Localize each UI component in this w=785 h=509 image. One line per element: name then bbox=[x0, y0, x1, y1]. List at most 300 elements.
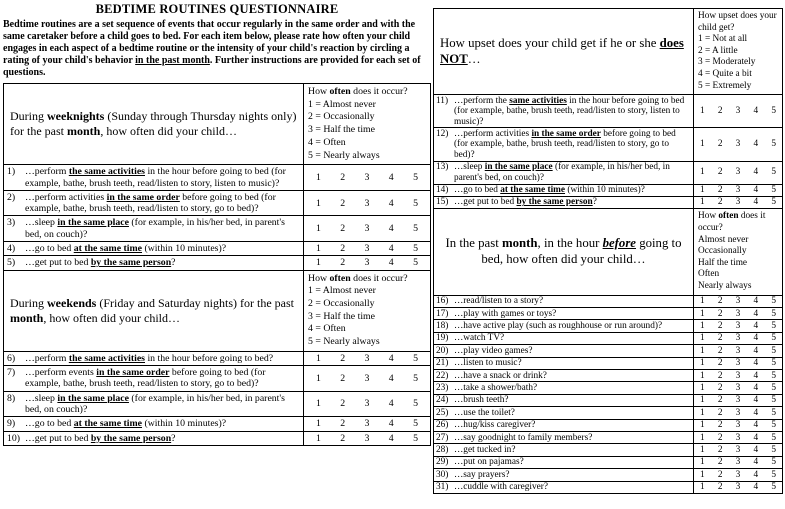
question-number: 13) bbox=[436, 162, 449, 173]
rating-option[interactable]: 4 bbox=[753, 185, 759, 196]
rating-option[interactable]: 2 bbox=[340, 243, 346, 254]
rating-option[interactable]: 4 bbox=[753, 106, 759, 117]
question-row bbox=[434, 196, 782, 208]
rating-scale bbox=[694, 320, 782, 331]
rating-option[interactable]: 4 bbox=[753, 167, 759, 178]
rating-option[interactable]: 3 bbox=[735, 395, 741, 406]
rating-option[interactable]: 2 bbox=[717, 420, 723, 431]
rating-option[interactable]: 2 bbox=[717, 482, 723, 493]
question-text bbox=[434, 296, 694, 307]
rating-scale bbox=[304, 366, 430, 391]
rating-option[interactable]: 4 bbox=[388, 172, 394, 184]
rating-scale bbox=[694, 333, 782, 344]
rating-scale bbox=[304, 352, 430, 365]
question-row bbox=[434, 127, 782, 160]
question-number: 19) bbox=[436, 333, 449, 344]
rating-option[interactable]: 2 bbox=[717, 167, 723, 178]
rating-option[interactable]: 2 bbox=[717, 395, 723, 406]
question-number: 20) bbox=[436, 345, 449, 356]
rating-option[interactable]: 1 bbox=[700, 358, 705, 369]
rating-option[interactable]: 3 bbox=[364, 418, 370, 430]
rating-option[interactable]: 2 bbox=[340, 418, 346, 430]
rating-option[interactable]: 2 bbox=[340, 197, 346, 209]
rating-scale bbox=[694, 296, 782, 307]
rating-option[interactable]: 3 bbox=[735, 382, 741, 393]
question-number: 17) bbox=[436, 308, 449, 319]
rating-option[interactable]: 1 bbox=[316, 372, 321, 384]
rating-option[interactable]: 2 bbox=[340, 257, 346, 269]
rating-option[interactable]: 5 bbox=[771, 407, 776, 418]
rating-option[interactable]: 3 bbox=[735, 345, 741, 356]
scale-legend-line: Almost never bbox=[698, 234, 749, 245]
rating-option[interactable]: 3 bbox=[735, 106, 741, 117]
question-number: 16) bbox=[436, 296, 449, 307]
rating-option[interactable]: 2 bbox=[717, 407, 723, 418]
rating-option[interactable]: 3 bbox=[735, 320, 741, 331]
question-text bbox=[434, 358, 694, 369]
question-text bbox=[434, 469, 694, 480]
rating-option[interactable]: 4 bbox=[753, 308, 759, 319]
question-text bbox=[4, 417, 304, 430]
rating-option[interactable]: 1 bbox=[316, 398, 321, 410]
rating-option[interactable]: 4 bbox=[388, 352, 394, 364]
rating-option[interactable]: 4 bbox=[753, 444, 759, 455]
rating-option[interactable]: 5 bbox=[771, 469, 776, 480]
rating-option[interactable]: 1 bbox=[700, 432, 705, 443]
rating-option[interactable]: 5 bbox=[771, 420, 776, 431]
rating-option[interactable]: 2 bbox=[717, 333, 723, 344]
question-row bbox=[4, 351, 430, 365]
question-number: 10) bbox=[7, 432, 21, 444]
question-label: …go to bed at the same time (within 10 minutes)? bbox=[454, 185, 645, 196]
section-header-row bbox=[434, 208, 782, 294]
rating-option[interactable]: 5 bbox=[771, 382, 776, 393]
question-number: 28) bbox=[436, 444, 449, 455]
rating-option[interactable]: 5 bbox=[771, 197, 776, 208]
rating-option[interactable]: 5 bbox=[771, 432, 776, 443]
scale-legend-line: 3 = Half the time bbox=[308, 310, 376, 322]
rating-option[interactable]: 1 bbox=[700, 106, 705, 117]
question-number: 30) bbox=[436, 469, 449, 480]
rating-scale bbox=[694, 444, 782, 455]
rating-option[interactable]: 5 bbox=[413, 372, 418, 384]
question-number: 9) bbox=[7, 418, 16, 430]
question-number: 4) bbox=[7, 243, 16, 254]
rating-option[interactable]: 2 bbox=[717, 106, 723, 117]
rating-option[interactable]: 5 bbox=[413, 398, 418, 410]
question-label: …perform activities in the same order before going to bed (for example, bathe, brush teeth, read/listen to story, go to bed)? bbox=[25, 191, 276, 215]
rating-option[interactable]: 1 bbox=[316, 223, 321, 235]
rating-option[interactable]: 3 bbox=[735, 469, 741, 480]
rating-option[interactable]: 3 bbox=[364, 257, 370, 269]
rating-option[interactable]: 2 bbox=[717, 185, 723, 196]
rating-option[interactable]: 3 bbox=[735, 457, 741, 468]
rating-option[interactable]: 2 bbox=[717, 320, 723, 331]
question-text bbox=[4, 352, 304, 365]
rating-option[interactable]: 2 bbox=[717, 432, 723, 443]
question-row bbox=[434, 184, 782, 196]
question-row bbox=[4, 365, 430, 391]
scale-legend-line: 2 = Occasionally bbox=[308, 111, 375, 123]
question-row bbox=[434, 94, 782, 127]
rating-scale bbox=[694, 197, 782, 208]
question-row bbox=[434, 319, 782, 331]
question-number: 2) bbox=[7, 191, 16, 203]
rating-option[interactable]: 5 bbox=[771, 167, 776, 178]
question-text bbox=[434, 197, 694, 208]
scale-legend-title: How often does it occur? bbox=[698, 211, 766, 233]
rating-option[interactable]: 2 bbox=[717, 370, 723, 381]
rating-option[interactable]: 4 bbox=[753, 358, 759, 369]
rating-scale bbox=[304, 165, 430, 190]
rating-scale bbox=[694, 420, 782, 431]
question-label: …perform the same activities in the hour before going to bed? bbox=[25, 352, 274, 364]
rating-option[interactable]: 2 bbox=[717, 358, 723, 369]
rating-option[interactable]: 1 bbox=[700, 382, 705, 393]
rating-scale bbox=[694, 395, 782, 406]
rating-option[interactable]: 2 bbox=[717, 382, 723, 393]
rating-option[interactable]: 4 bbox=[388, 257, 394, 269]
question-label: …take a shower/bath? bbox=[454, 382, 538, 393]
question-label: …have active play (such as roughhouse or run around)? bbox=[454, 320, 663, 331]
rating-option[interactable]: 1 bbox=[700, 197, 705, 208]
rating-option[interactable]: 4 bbox=[753, 482, 759, 493]
question-text bbox=[4, 191, 304, 216]
question-label: …say prayers? bbox=[454, 469, 510, 480]
rating-option[interactable]: 4 bbox=[753, 420, 759, 431]
rating-option[interactable]: 3 bbox=[364, 398, 370, 410]
rating-scale bbox=[694, 370, 782, 381]
rating-option[interactable]: 2 bbox=[717, 469, 723, 480]
rating-option[interactable]: 5 bbox=[771, 482, 776, 493]
rating-option[interactable]: 5 bbox=[413, 418, 418, 430]
rating-option[interactable]: 4 bbox=[753, 320, 759, 331]
rating-option[interactable]: 1 bbox=[700, 457, 705, 468]
question-row bbox=[434, 443, 782, 455]
rating-option[interactable]: 1 bbox=[700, 308, 705, 319]
rating-scale bbox=[304, 191, 430, 216]
rating-option[interactable]: 4 bbox=[753, 370, 759, 381]
section-header-text bbox=[434, 9, 694, 94]
rating-option[interactable]: 3 bbox=[735, 197, 741, 208]
rating-option[interactable]: 4 bbox=[388, 432, 394, 444]
rating-scale-legend bbox=[304, 271, 430, 351]
section-header-text bbox=[4, 84, 304, 164]
section-header-text bbox=[434, 209, 694, 294]
question-text bbox=[4, 216, 304, 241]
rating-option[interactable]: 5 bbox=[771, 333, 776, 344]
question-number: 31) bbox=[436, 482, 449, 493]
rating-option[interactable]: 4 bbox=[388, 223, 394, 235]
question-text bbox=[434, 395, 694, 406]
rating-scale bbox=[694, 469, 782, 480]
question-row bbox=[434, 381, 782, 393]
question-text bbox=[434, 432, 694, 443]
upset-and-hour-before-table bbox=[433, 8, 783, 494]
rating-option[interactable]: 5 bbox=[413, 257, 418, 269]
scale-legend-line: Nearly always bbox=[698, 280, 752, 291]
rating-scale bbox=[694, 382, 782, 393]
question-label: …go to bed at the same time (within 10 minutes)? bbox=[25, 418, 227, 430]
rating-option[interactable]: 1 bbox=[700, 345, 705, 356]
question-text bbox=[434, 333, 694, 344]
rating-option[interactable]: 1 bbox=[316, 432, 321, 444]
question-number: 1) bbox=[7, 166, 16, 178]
rating-scale bbox=[304, 417, 430, 430]
rating-option[interactable]: 3 bbox=[364, 372, 370, 384]
rating-option[interactable]: 3 bbox=[735, 296, 741, 307]
rating-scale bbox=[694, 482, 782, 493]
question-label: …cuddle with caregiver? bbox=[454, 482, 548, 493]
question-label: …put on pajamas? bbox=[454, 457, 524, 468]
rating-option[interactable]: 3 bbox=[735, 444, 741, 455]
rating-option[interactable]: 1 bbox=[700, 370, 705, 381]
question-row bbox=[4, 416, 430, 430]
rating-option[interactable]: 1 bbox=[700, 482, 705, 493]
rating-option[interactable]: 5 bbox=[771, 457, 776, 468]
rating-option[interactable]: 5 bbox=[771, 444, 776, 455]
rating-option[interactable]: 4 bbox=[388, 418, 394, 430]
rating-option[interactable]: 3 bbox=[735, 185, 741, 196]
rating-option[interactable]: 3 bbox=[735, 308, 741, 319]
question-text bbox=[434, 370, 694, 381]
rating-option[interactable]: 4 bbox=[753, 395, 759, 406]
rating-option[interactable]: 5 bbox=[771, 358, 776, 369]
rating-option[interactable]: 2 bbox=[717, 197, 723, 208]
rating-option[interactable]: 1 bbox=[316, 197, 321, 209]
rating-option[interactable]: 5 bbox=[771, 320, 776, 331]
rating-option[interactable]: 1 bbox=[700, 420, 705, 431]
section-header-row bbox=[4, 270, 430, 351]
question-row bbox=[4, 215, 430, 241]
question-label: …get tucked in? bbox=[454, 444, 516, 455]
scale-legend-title: How upset does your child get? bbox=[698, 11, 777, 33]
question-text bbox=[434, 345, 694, 356]
rating-option[interactable]: 3 bbox=[735, 370, 741, 381]
rating-option[interactable]: 2 bbox=[340, 372, 346, 384]
rating-option[interactable]: 3 bbox=[364, 197, 370, 209]
question-label: …listen to music? bbox=[454, 358, 522, 369]
rating-option[interactable]: 4 bbox=[388, 372, 394, 384]
question-text bbox=[4, 165, 304, 190]
rating-scale bbox=[304, 216, 430, 241]
rating-option[interactable]: 2 bbox=[717, 296, 723, 307]
rating-option[interactable]: 3 bbox=[735, 139, 741, 150]
rating-option[interactable]: 1 bbox=[700, 407, 705, 418]
question-label: …read/listen to a story? bbox=[454, 296, 544, 307]
scale-legend-line: 5 = Nearly always bbox=[308, 149, 380, 161]
question-label: …sleep in the same place (for example, in his/her bed, in parent's bed, on couch)? bbox=[25, 392, 285, 415]
rating-option[interactable]: 1 bbox=[700, 469, 705, 480]
rating-option[interactable]: 1 bbox=[700, 185, 705, 196]
scale-legend-line: 1 = Almost never bbox=[308, 98, 376, 110]
scale-legend-line: Half the time bbox=[698, 257, 748, 268]
rating-option[interactable]: 3 bbox=[364, 352, 370, 364]
questionnaire-title: BEDTIME ROUTINES QUESTIONNAIRE bbox=[95, 2, 339, 16]
rating-scale bbox=[304, 242, 430, 255]
question-label: …perform the same activities in the hour before going to bed (for example, bathe, brush teeth, read/listen to story, listen to music)? bbox=[454, 95, 685, 127]
scale-legend-title: How often does it occur? bbox=[308, 86, 408, 97]
rating-option[interactable]: 3 bbox=[735, 333, 741, 344]
rating-option[interactable]: 5 bbox=[413, 243, 418, 254]
rating-option[interactable]: 4 bbox=[753, 345, 759, 356]
rating-option[interactable]: 2 bbox=[717, 444, 723, 455]
question-row bbox=[434, 369, 782, 381]
question-text bbox=[4, 366, 304, 391]
question-row bbox=[4, 391, 430, 417]
rating-option[interactable]: 5 bbox=[413, 432, 418, 444]
section-header-row bbox=[4, 84, 430, 164]
rating-scale bbox=[694, 358, 782, 369]
question-number: 12) bbox=[436, 128, 449, 139]
rating-option[interactable]: 4 bbox=[388, 197, 394, 209]
rating-option[interactable]: 2 bbox=[717, 308, 723, 319]
scale-legend-line: 4 = Often bbox=[308, 323, 346, 335]
rating-option[interactable]: 5 bbox=[771, 106, 776, 117]
rating-option[interactable]: 3 bbox=[364, 432, 370, 444]
scale-legend-line: 3 = Half the time bbox=[308, 124, 376, 136]
rating-option[interactable]: 1 bbox=[316, 243, 321, 254]
rating-option[interactable]: 4 bbox=[753, 469, 759, 480]
question-text bbox=[434, 308, 694, 319]
rating-scale bbox=[694, 95, 782, 127]
rating-option[interactable]: 4 bbox=[753, 382, 759, 393]
question-row bbox=[434, 357, 782, 369]
rating-option[interactable]: 5 bbox=[771, 370, 776, 381]
rating-option[interactable]: 5 bbox=[413, 352, 418, 364]
rating-option[interactable]: 4 bbox=[753, 296, 759, 307]
question-text bbox=[4, 432, 304, 445]
rating-option[interactable]: 2 bbox=[717, 139, 723, 150]
intro-text: Bedtime routines are a set sequence of events that occur regularly in the same order and with the same caretaker before a child goes to bed. For each item below, please rate how often your child engages in each aspect of a bedtime routine or the intensity of your child's reaction by circling a rating of your child's behavior in the past month. Further instructions are provided for each set of questions. bbox=[3, 19, 421, 78]
question-text bbox=[434, 457, 694, 468]
rating-option[interactable]: 5 bbox=[413, 197, 418, 209]
rating-option[interactable]: 5 bbox=[413, 172, 418, 184]
rating-option[interactable]: 3 bbox=[735, 482, 741, 493]
question-row bbox=[434, 344, 782, 356]
rating-option[interactable]: 4 bbox=[388, 398, 394, 410]
question-number: 27) bbox=[436, 432, 449, 443]
question-number: 8) bbox=[7, 392, 16, 404]
question-text bbox=[434, 444, 694, 455]
rating-option[interactable]: 5 bbox=[771, 395, 776, 406]
rating-option[interactable]: 5 bbox=[771, 139, 776, 150]
rating-option[interactable]: 1 bbox=[316, 257, 321, 269]
section-header-label: In the past month, in the hour before going to bed, how often did your child… bbox=[445, 235, 682, 266]
rating-option[interactable]: 5 bbox=[771, 296, 776, 307]
question-number: 3) bbox=[7, 217, 16, 229]
question-text bbox=[434, 420, 694, 431]
question-number: 6) bbox=[7, 352, 16, 364]
rating-option[interactable]: 3 bbox=[735, 407, 741, 418]
rating-option[interactable]: 4 bbox=[753, 333, 759, 344]
rating-option[interactable]: 4 bbox=[753, 407, 759, 418]
rating-option[interactable]: 3 bbox=[364, 243, 370, 254]
question-label: …go to bed at the same time (within 10 minutes)? bbox=[25, 243, 227, 254]
question-label: …play with games or toys? bbox=[454, 308, 557, 319]
rating-option[interactable]: 1 bbox=[700, 320, 705, 331]
question-row bbox=[434, 161, 782, 184]
question-text bbox=[434, 482, 694, 493]
question-row bbox=[434, 406, 782, 418]
rating-scale-legend bbox=[304, 84, 430, 164]
rating-scale-legend bbox=[694, 9, 782, 94]
question-text bbox=[434, 185, 694, 196]
question-label: …sleep in the same place (for example, in his/her bed, in parent's bed, on couch)? bbox=[454, 162, 670, 183]
rating-option[interactable]: 4 bbox=[753, 457, 759, 468]
rating-option[interactable]: 1 bbox=[316, 352, 321, 364]
rating-option[interactable]: 5 bbox=[413, 223, 418, 235]
rating-option[interactable]: 5 bbox=[771, 185, 776, 196]
scale-legend-title: How often does it occur? bbox=[308, 272, 408, 284]
rating-scale bbox=[304, 392, 430, 417]
rating-option[interactable]: 3 bbox=[364, 223, 370, 235]
rating-option[interactable]: 3 bbox=[364, 172, 370, 184]
scale-legend-line: 2 = Occasionally bbox=[308, 298, 375, 309]
rating-option[interactable]: 2 bbox=[340, 398, 346, 410]
rating-option[interactable]: 3 bbox=[735, 167, 741, 178]
rating-option[interactable]: 2 bbox=[340, 352, 346, 364]
weeknights-weekends-table bbox=[3, 83, 431, 446]
rating-option[interactable]: 1 bbox=[316, 418, 321, 430]
question-label: …get put to bed by the same person? bbox=[25, 257, 176, 269]
rating-option[interactable]: 4 bbox=[753, 432, 759, 443]
rating-option[interactable]: 3 bbox=[735, 420, 741, 431]
rating-option[interactable]: 1 bbox=[316, 172, 321, 184]
scale-legend-line: Often bbox=[698, 269, 720, 280]
question-text bbox=[4, 242, 304, 255]
question-row bbox=[4, 241, 430, 255]
scale-legend-line: 2 = A little bbox=[698, 45, 738, 56]
rating-option[interactable]: 5 bbox=[771, 345, 776, 356]
scale-legend-line: 5 = Nearly always bbox=[308, 336, 380, 348]
rating-option[interactable]: 2 bbox=[340, 172, 346, 184]
question-row bbox=[434, 307, 782, 319]
question-number: 21) bbox=[436, 358, 449, 369]
rating-scale-legend bbox=[694, 209, 782, 294]
rating-option[interactable]: 4 bbox=[753, 197, 759, 208]
rating-option[interactable]: 4 bbox=[388, 243, 394, 254]
question-text bbox=[434, 382, 694, 393]
rating-scale bbox=[304, 432, 430, 445]
rating-option[interactable]: 1 bbox=[700, 139, 705, 150]
rating-option[interactable]: 1 bbox=[700, 333, 705, 344]
question-row bbox=[434, 431, 782, 443]
rating-option[interactable]: 1 bbox=[700, 444, 705, 455]
rating-option[interactable]: 2 bbox=[340, 432, 346, 444]
rating-option[interactable]: 1 bbox=[700, 167, 705, 178]
rating-option[interactable]: 3 bbox=[735, 432, 741, 443]
question-number: 22) bbox=[436, 370, 449, 381]
rating-option[interactable]: 4 bbox=[753, 139, 759, 150]
rating-option[interactable]: 5 bbox=[771, 308, 776, 319]
rating-option[interactable]: 2 bbox=[340, 223, 346, 235]
rating-option[interactable]: 2 bbox=[717, 345, 723, 356]
question-row bbox=[4, 431, 430, 445]
rating-option[interactable]: 1 bbox=[700, 296, 705, 307]
scale-legend-line: 5 = Extremely bbox=[698, 80, 752, 91]
question-label: …perform activities in the same order before going to bed (for example, bathe, brush teeth, read/listen to story, go to bed)? bbox=[454, 128, 676, 160]
question-number: 7) bbox=[7, 367, 16, 379]
rating-option[interactable]: 1 bbox=[700, 395, 705, 406]
question-label: …have a snack or drink? bbox=[454, 370, 547, 381]
rating-option[interactable]: 3 bbox=[735, 358, 741, 369]
section-header-row bbox=[434, 9, 782, 94]
rating-option[interactable]: 2 bbox=[717, 457, 723, 468]
scale-legend-line: 4 = Often bbox=[308, 136, 346, 148]
section-header-text bbox=[4, 271, 304, 351]
rating-scale bbox=[304, 256, 430, 269]
